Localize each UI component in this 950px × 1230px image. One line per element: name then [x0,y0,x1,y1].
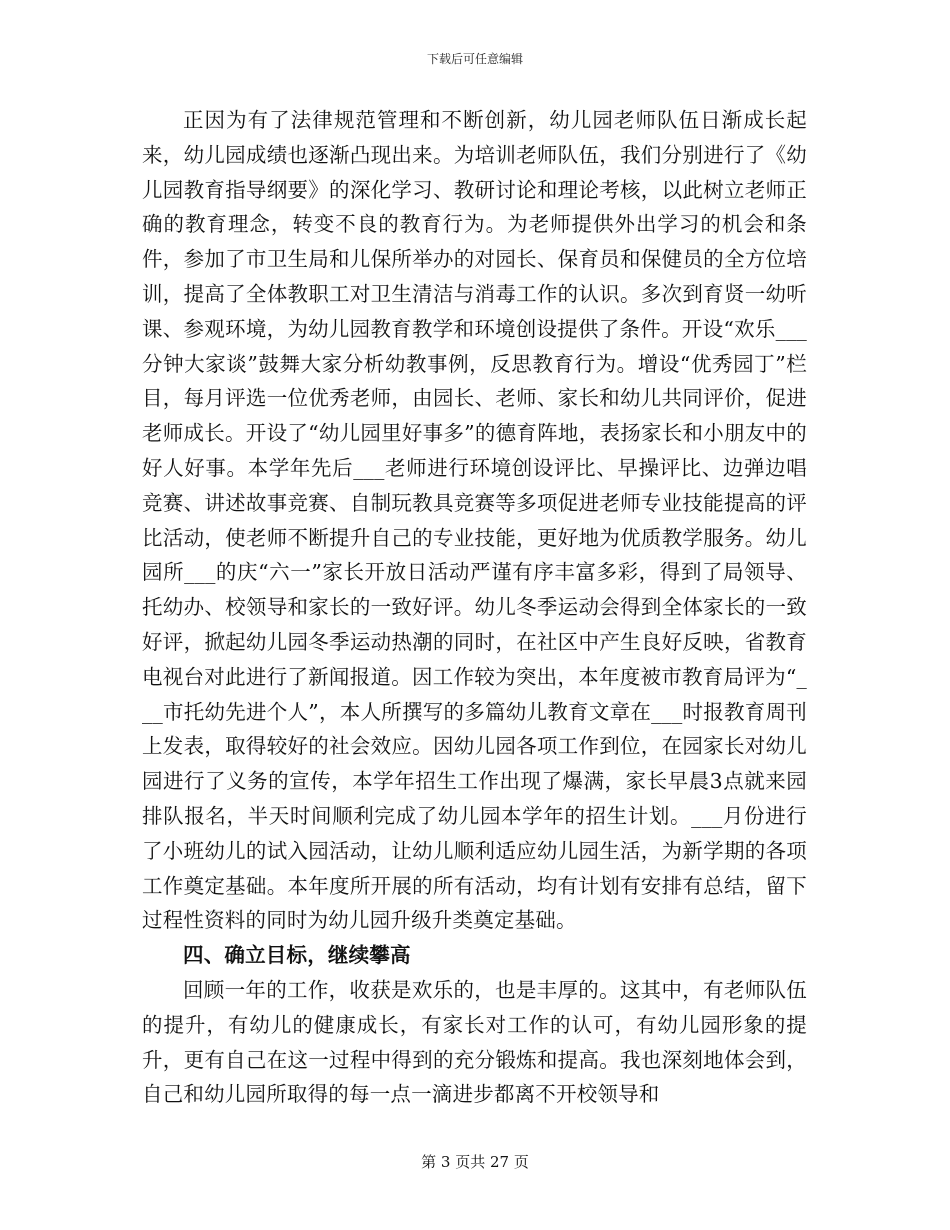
document-body [142,103,807,1112]
section-heading: 四、确立目标，继续攀高 [183,943,411,968]
body-paragraph: 正因为有了法律规范管理和不断创新，幼儿园老师队伍日渐成长起来，幼儿园成绩也逐渐凸现出来。为培训老师队伍，我们分别进行了《幼儿园教育指导纲要》的深化学习、教研讨论和理论考核，以此树立老师正确的教育理念，转变不良的教育行为。为老师提供外出学习的机会和条件，参加了市卫生局和儿保所举办的对园长、保育员和保健员的全方位培训，提高了全体教职工对卫生清洁与消毒工作的认识。多次到育贤一幼听课、参观环境，为幼儿园教育教学和环境创设提供了条件。开设“欢乐___分钟大家谈”鼓舞大家分析幼教事例，反思教育行为。增设“优秀园丁”栏目，每月评选一位优秀老师，由园长、老师、家长和幼儿共同评价，促进老师成长。开设了“幼儿园里好事多”的德育阵地，表扬家长和小朋友中的好人好事。本学年先后___老师进行环境创设评比、早操评比、边弹边唱竞赛、讲述故事竞赛、自制玩教具竞赛等多项促进老师专业技能提高的评比活动，使老师不断提升自己的专业技能，更好地为优质教学服务。幼儿园所___的庆“六一”家长开放日活动严谨有序丰富多彩，得到了局领导、托幼办、校领导和家长的一致好评。幼儿冬季运动会得到全体家长的一致好评，掀起幼儿园冬季运动热潮的同时，在社区中产生良好反映，省教育电视台对此进行了新闻报道。因工作较为突出，本年度被市教育局评为“___市托幼先进个人”，本人所撰写的多篇幼儿教育文章在___时报教育周刊上发表，取得较好的社会效应。因幼儿园各项工作到位，在园家长对幼儿园进行了义务的宣传，本学年招生工作出现了爆满，家长早晨3点就来园排队报名，半天时间顺利完成了幼儿园本学年的招生计划。___月份进行了小班幼儿的试入园活动，让幼儿顺利适应幼儿园生活，为新学期的各项工作奠定基础。本年度所开展的所有活动，均有计划有安排有总结，留下过程性资料的同时为幼儿园升级升类奠定基础。 [142,108,807,933]
page-header: 下载后可任意编辑 [426,52,523,66]
page-footer: 第 3 页共 27 页 [421,1153,529,1171]
body-paragraph: 回顾一年的工作，收获是欢乐的，也是丰厚的。这其中，有老师队伍的提升，有幼儿的健康成长，有家长对工作的认可，有幼儿园形象的提升，更有自己在这一过程中得到的充分锻炼和提高。我也深刻地体会到，自己和幼儿园所取得的每一点一滴进步都离不开校领导和 [142,977,807,1107]
